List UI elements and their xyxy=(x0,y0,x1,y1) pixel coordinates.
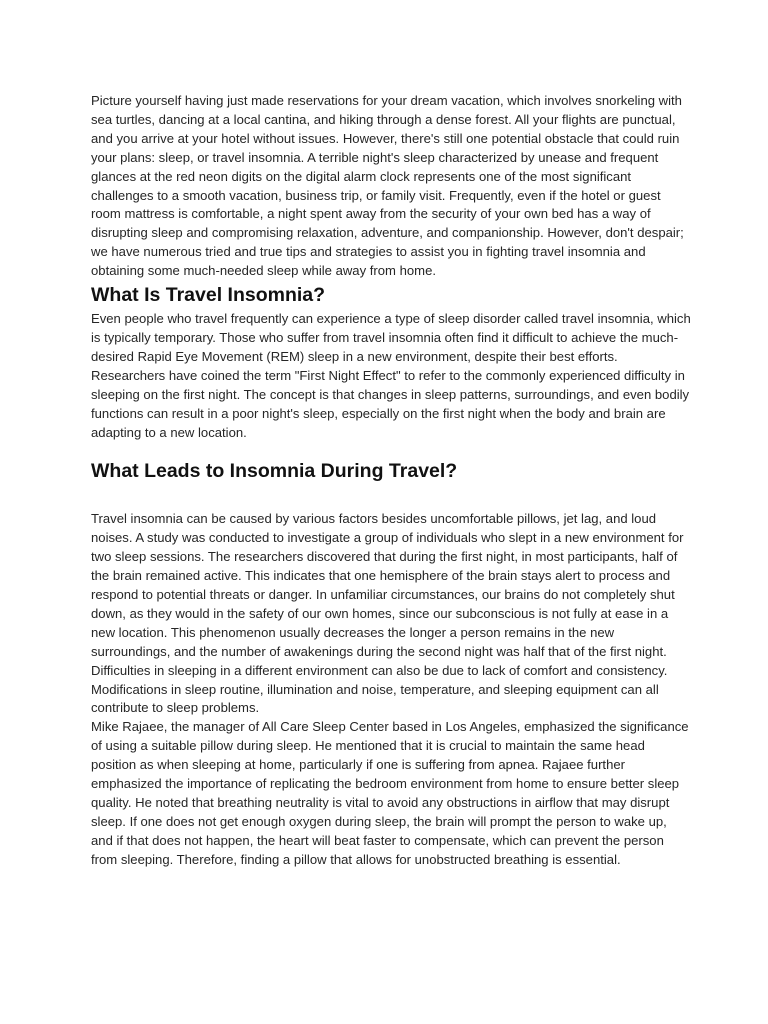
section-paragraph: Mike Rajaee, the manager of All Care Sleep Center based in Los Angeles, emphasized the significance of using a suitable pillow during sleep. He mentioned that it is crucial to maintain the same head position as when sleeping at home, particularly if one is suffering from apnea. Rajaee further emphasized the importance of replicating the bedroom environment from home to ensure better sleep quality. He noted that breathing neutrality is vital to avoid any obstructions in airflow that may disrupt sleep. If one does not get enough oxygen during sleep, the brain will prompt the person to wake up, and if that does not happen, the heart will beat faster to compensate, which can prevent the person from sleeping. Therefore, finding a pillow that allows for unobstructed breathing is essential. xyxy=(91,719,689,867)
section-paragraph: Difficulties in sleeping in a different environment can also be due to lack of comfort and consistency. Modifications in sleep routine, illumination and noise, temperature, and sleeping equipment can all contribute to sleep problems. xyxy=(91,662,668,716)
document-page xyxy=(91,92,691,870)
section-paragraph: Even people who travel frequently can experience a type of sleep disorder called travel insomnia, which is typically temporary. Those who suffer from travel insomnia often find it difficult to achieve the much-desired Rapid Eye Movement (REM) sleep in a new environment, despite their best efforts. Researchers have coined the term "First Night Effect" to refer to the commonly experienced difficulty in sleeping on the first night. The concept is that changes in sleep patterns, surroundings, and even bodily functions can result in a poor night's sleep, especially on the first night when the body and brain are adapting to a new location. xyxy=(91,311,691,440)
intro-paragraph: Picture yourself having just made reservations for your dream vacation, which involves snorkeling with sea turtles, dancing at a local cantina, and hiking through a dense forest. All your flights are punctual, and you arrive at your hotel without issues. However, there's still one potential obstacle that could ruin your plans: sleep, or travel insomnia. A terrible night's sleep characterized by unease and frequent glances at the red neon digits on the digital alarm clock represents one of the most significant challenges to a smooth vacation, business trip, or family visit. Frequently, even if the hotel or guest room mattress is comfortable, a night spent away from the security of your own bed has a way of disrupting sleep and compromising relaxation, adventure, and companionship. However, don't despair; we have numerous tried and true tips and strategies to assist you in fighting travel insomnia and obtaining some much-needed sleep while away from home. xyxy=(91,93,684,279)
section-heading-insomnia-causes: What Leads to Insomnia During Travel? xyxy=(91,460,458,483)
section-heading-travel-insomnia: What Is Travel Insomnia? xyxy=(91,284,326,307)
section-paragraph: Travel insomnia can be caused by various factors besides uncomfortable pillows, jet lag, and loud noises. A study was conducted to investigate a group of individuals who slept in a new environment for two sleep sessions. The researchers discovered that during the first night, in most participants, half of the brain remained active. This indicates that one hemisphere of the brain stays alert to process and respond to potential threats or danger. In unfamiliar circumstances, our brains do not completely shut down, as they would in the safety of our own homes, since our subconscious is not fully at ease in a new location. This phenomenon usually decreases the longer a person remains in the new surroundings, and the number of awakenings during the second night was half that of the first night. xyxy=(91,511,684,659)
